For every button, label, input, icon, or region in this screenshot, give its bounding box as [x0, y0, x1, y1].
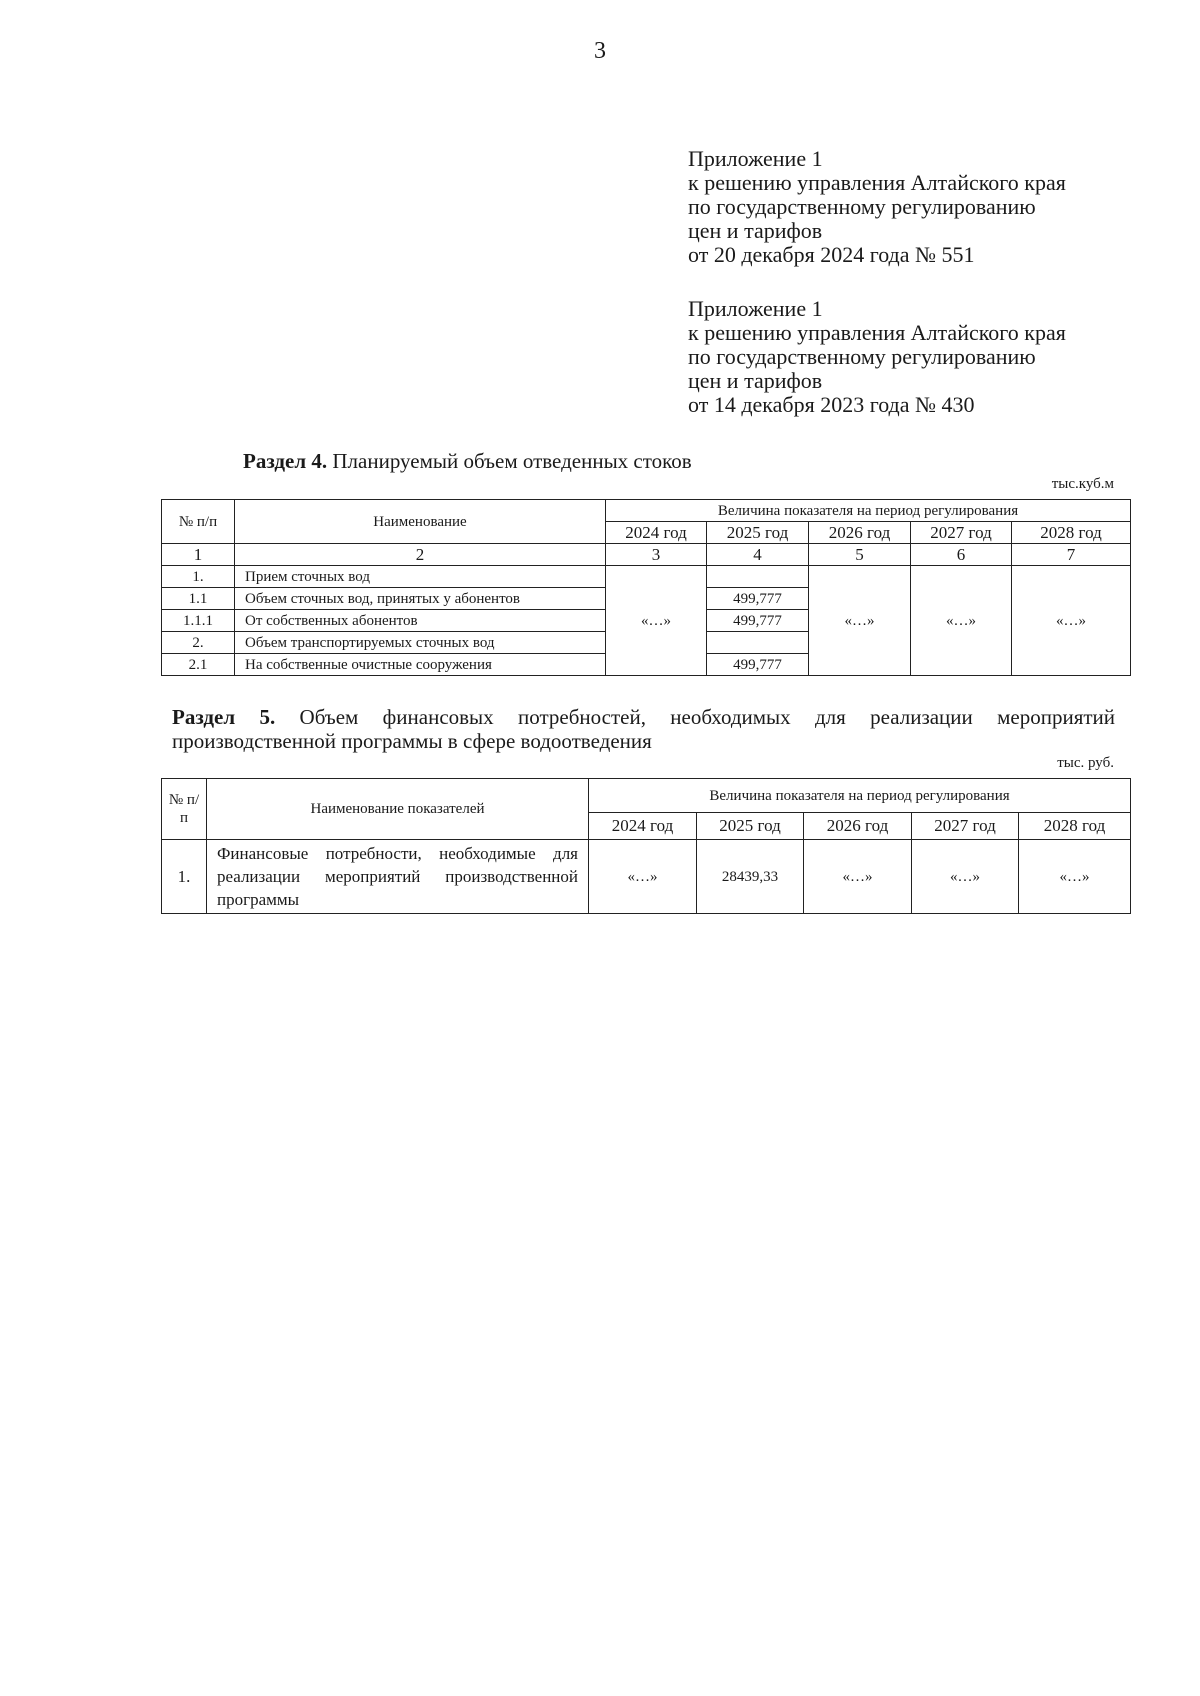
- table-row: [162, 566, 1131, 588]
- header-year: 2026 год: [809, 522, 911, 544]
- column-number-row: [162, 544, 1131, 566]
- section4-title: [243, 449, 692, 473]
- column-number: 3: [606, 544, 707, 566]
- table-row: [162, 840, 1131, 914]
- header-year: 2024 год: [589, 813, 697, 840]
- section4-label: Раздел 4.: [243, 449, 328, 473]
- page-number: 3: [594, 38, 606, 64]
- section5-table: [161, 778, 1131, 914]
- row-name: На собственные очистные сооружения: [235, 654, 606, 676]
- row-num: 1.: [162, 566, 235, 588]
- header-year: 2027 год: [911, 522, 1012, 544]
- appendix-line: цен и тарифов: [688, 218, 823, 243]
- merged-2027: «…»: [911, 566, 1012, 676]
- header-year: 2026 год: [804, 813, 912, 840]
- section5-unit: тыс. руб.: [1057, 755, 1114, 771]
- row-value: «…»: [589, 840, 697, 914]
- header-year: 2028 год: [1012, 522, 1131, 544]
- header-num: № п/п: [162, 500, 235, 544]
- header-period: Величина показателя на период регулирования: [606, 500, 1131, 522]
- header-year: 2028 год: [1019, 813, 1131, 840]
- row-value: 28439,33: [697, 840, 804, 914]
- merged-2024: «…»: [606, 566, 707, 676]
- row-num: 2.: [162, 632, 235, 654]
- header-year: 2027 год: [912, 813, 1019, 840]
- row-2025: [707, 566, 809, 588]
- appendix-block-current: [688, 147, 1158, 267]
- row-2025: 499,777: [707, 654, 809, 676]
- appendix-line: по государственному регулированию: [688, 194, 1036, 219]
- appendix-line: от 20 декабря 2024 года № 551: [688, 242, 975, 267]
- row-2025: [707, 632, 809, 654]
- header-year: 2025 год: [697, 813, 804, 840]
- row-value: «…»: [804, 840, 912, 914]
- row-num: 1.: [162, 840, 207, 914]
- row-num: 2.1: [162, 654, 235, 676]
- section5-title-text: Объем финансовых потребностей, необходимых для реализации мероприятий производственной программы в сфере водоотведения: [172, 705, 1116, 753]
- row-num: 1.1: [162, 588, 235, 610]
- header-year: 2024 год: [606, 522, 707, 544]
- row-value: «…»: [912, 840, 1019, 914]
- section4-table: [161, 499, 1131, 676]
- header-period: Величина показателя на период регулирования: [589, 779, 1131, 813]
- row-name: Прием сточных вод: [235, 566, 606, 588]
- merged-2028: «…»: [1012, 566, 1131, 676]
- section4-unit: тыс.куб.м: [1051, 476, 1114, 492]
- appendix-line: цен и тарифов: [688, 368, 823, 393]
- appendix-line: Приложение 1: [688, 146, 823, 171]
- row-name: Финансовые потребности, необходимые для реализации мероприятий производственной программы: [207, 840, 589, 914]
- appendix-line: от 14 декабря 2023 года № 430: [688, 392, 975, 417]
- header-name: Наименование показателей: [207, 779, 589, 840]
- appendix-line: к решению управления Алтайского края: [688, 170, 1066, 195]
- merged-2026: «…»: [809, 566, 911, 676]
- column-number: 6: [911, 544, 1012, 566]
- row-num: 1.1.1: [162, 610, 235, 632]
- appendix-block-previous: [688, 297, 1158, 417]
- column-number: 2: [235, 544, 606, 566]
- header-year: 2025 год: [707, 522, 809, 544]
- row-name: Объем сточных вод, принятых у абонентов: [235, 588, 606, 610]
- column-number: 5: [809, 544, 911, 566]
- row-value: «…»: [1019, 840, 1131, 914]
- row-name: Объем транспортируемых сточных вод: [235, 632, 606, 654]
- appendix-line: по государственному регулированию: [688, 344, 1036, 369]
- section4-title-text: Планируемый объем отведенных стоков: [332, 449, 692, 473]
- row-2025: 499,777: [707, 588, 809, 610]
- column-number: 1: [162, 544, 235, 566]
- row-2025: 499,777: [707, 610, 809, 632]
- column-number: 4: [707, 544, 809, 566]
- appendix-line: к решению управления Алтайского края: [688, 320, 1066, 345]
- appendix-line: Приложение 1: [688, 296, 823, 321]
- column-number: 7: [1012, 544, 1131, 566]
- section5-label: Раздел 5.: [172, 705, 276, 729]
- header-name: Наименование: [235, 500, 606, 544]
- section5-title: [172, 705, 1115, 753]
- header-num: № п/п: [162, 779, 207, 840]
- row-name: От собственных абонентов: [235, 610, 606, 632]
